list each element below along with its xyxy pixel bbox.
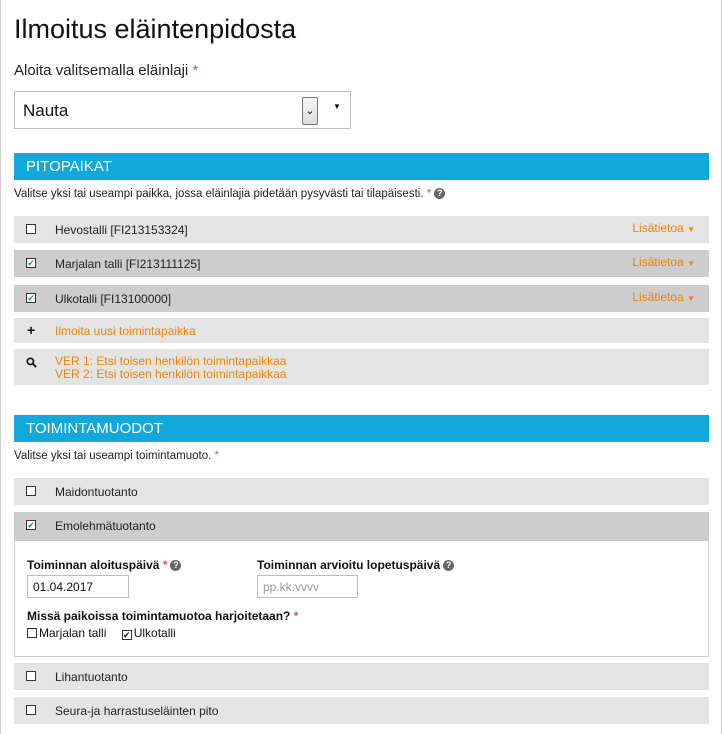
required-mark: * xyxy=(426,188,432,200)
pitopaikat-description-text: Valitse yksi tai useampi paikka, jossa eläinlajia pidetään pysyvästi tai tilapäisesti. xyxy=(14,188,424,200)
place-option-ulkotalli[interactable] xyxy=(122,626,176,640)
search-v1-link[interactable]: VER 1: Etsi toisen henkilön toimintapaikkaa xyxy=(55,354,287,368)
place-row-ulkotalli[interactable] xyxy=(14,285,709,312)
caret-down-icon: ▼ xyxy=(333,102,341,111)
more-info-link[interactable] xyxy=(632,290,695,304)
activity-row-emolehmatuotanto[interactable] xyxy=(14,512,709,540)
start-date-input[interactable] xyxy=(27,575,129,598)
checkbox-maidontuotanto[interactable] xyxy=(26,486,36,496)
checkbox-hevostalli[interactable] xyxy=(26,224,36,234)
places-question-text: Missä paikoissa toimintamuotoa harjoitetaan? xyxy=(27,609,291,623)
activity-label: Maidontuotanto xyxy=(55,485,138,499)
checkbox-place-marjalan-talli[interactable] xyxy=(27,628,37,638)
place-option-marjalan-talli[interactable] xyxy=(27,626,106,640)
activity-label: Seura-ja harrastuseläinten pito xyxy=(55,704,219,718)
more-info-link[interactable] xyxy=(632,221,695,235)
place-label: Hevostalli [FI213153324] xyxy=(55,223,188,237)
toimintamuodot-description-text: Valitse yksi tai useampi toimintamuoto. xyxy=(14,450,212,462)
help-icon[interactable]: ? xyxy=(170,560,181,571)
place-label: Marjalan talli [FI213111125] xyxy=(55,257,201,271)
checkbox-seura-harrastus[interactable] xyxy=(26,705,36,715)
activity-row-seura-harrastus[interactable] xyxy=(14,697,709,724)
species-select[interactable] xyxy=(14,91,351,129)
end-date-input[interactable] xyxy=(257,575,358,598)
places-question xyxy=(27,609,298,623)
more-info-text: Lisätietoa xyxy=(632,290,684,304)
chevron-down-icon[interactable]: ⌄ xyxy=(302,97,318,125)
activity-row-maidontuotanto[interactable] xyxy=(14,478,709,505)
species-label xyxy=(14,62,198,79)
more-info-link[interactable] xyxy=(632,255,695,269)
required-mark: * xyxy=(214,450,219,462)
checkbox-emolehmatuotanto[interactable]: ✔ xyxy=(27,520,35,530)
end-date-label-text: Toiminnan arvioitu lopetuspäivä xyxy=(257,558,441,572)
page-title: Ilmoitus eläintenpidosta xyxy=(14,14,297,44)
help-icon[interactable]: ? xyxy=(443,560,454,571)
checkbox-marjalan-talli[interactable]: ✔ xyxy=(27,258,35,268)
place-row-marjalan-talli[interactable] xyxy=(14,250,709,277)
activity-detail-panel xyxy=(14,540,709,657)
search-icon xyxy=(26,357,37,368)
search-place-row xyxy=(14,349,709,385)
place-option-label: Marjalan talli xyxy=(39,626,107,640)
pitopaikat-header: PITOPAIKAT xyxy=(14,153,709,180)
start-date-label xyxy=(27,558,181,572)
start-date-label-text: Toiminnan aloituspäivä xyxy=(27,558,160,572)
pitopaikat-description xyxy=(14,188,445,200)
checkbox-lihantuotanto[interactable] xyxy=(26,671,36,681)
place-row-hevostalli[interactable] xyxy=(14,216,709,243)
checkbox-place-ulkotalli[interactable]: ✔ xyxy=(122,630,131,640)
more-info-text: Lisätietoa xyxy=(632,255,684,269)
required-mark: * xyxy=(162,558,168,572)
place-label: Ulkotalli [FI13100000] xyxy=(55,292,172,306)
activity-label: Lihantuotanto xyxy=(55,670,128,684)
add-place-row[interactable] xyxy=(14,318,709,343)
species-label-text: Aloita valitsemalla eläinlaji xyxy=(14,62,189,79)
search-v2-link[interactable]: VER 2: Etsi toisen henkilön toimintapaikkaa xyxy=(55,367,287,381)
add-place-link[interactable]: Ilmoita uusi toimintapaikka xyxy=(55,324,196,338)
end-date-label xyxy=(257,558,454,572)
more-info-text: Lisätietoa xyxy=(632,221,684,235)
caret-down-icon: ▼ xyxy=(687,294,695,303)
activity-row-lihantuotanto[interactable] xyxy=(14,663,709,690)
toimintamuodot-header: TOIMINTAMUODOT xyxy=(14,415,709,442)
required-mark: * xyxy=(293,609,299,623)
caret-down-icon: ▼ xyxy=(687,259,695,268)
help-icon[interactable]: ? xyxy=(434,188,445,199)
toimintamuodot-description xyxy=(14,450,219,462)
activity-label: Emolehmätuotanto xyxy=(55,519,156,533)
plus-icon: + xyxy=(27,322,36,338)
place-option-label: Ulkotalli xyxy=(133,626,176,640)
required-mark: * xyxy=(192,62,199,79)
caret-down-icon: ▼ xyxy=(687,225,695,234)
checkbox-ulkotalli[interactable]: ✔ xyxy=(27,293,35,303)
places-options xyxy=(27,626,176,640)
species-select-value: Nauta xyxy=(23,101,69,120)
